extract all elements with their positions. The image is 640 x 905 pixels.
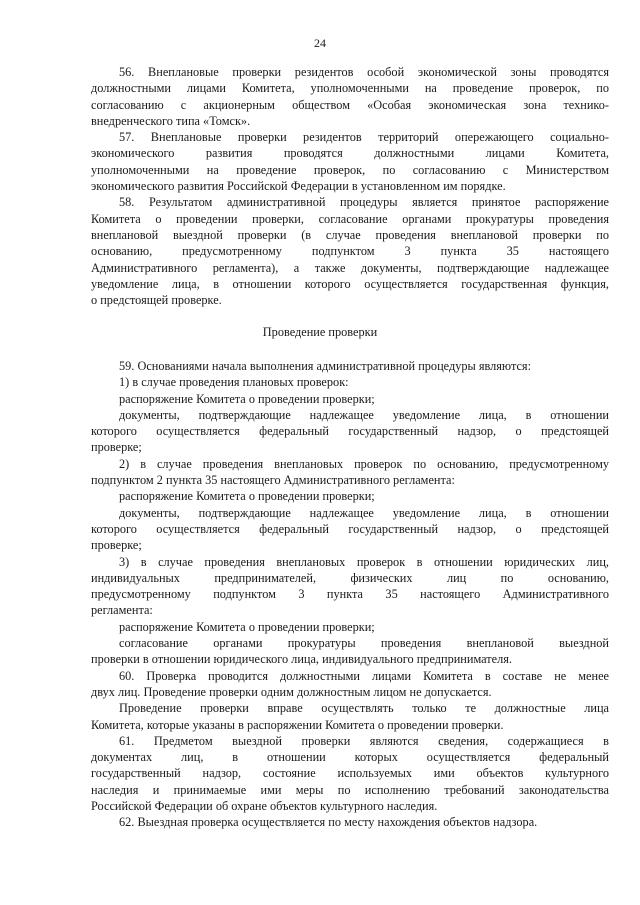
text-line: распоряжение Комитета о проведении проверки; bbox=[119, 489, 375, 504]
text-line: предусмотренному подпунктом 3 пункта 35 настоящего Административного bbox=[91, 587, 609, 602]
text-line: наследия и принимаемые ими меры по исполнению требований законодательства bbox=[91, 782, 609, 797]
text-block-top bbox=[91, 64, 609, 308]
text-line: распоряжение Комитета о проведении проверки; bbox=[119, 619, 375, 634]
text-line: 58. Результатом административной процедуры является принятое распоряжение bbox=[119, 195, 609, 210]
text-line: экономического развития проводятся должностными лицами Комитета, bbox=[91, 146, 609, 161]
text-line: экономического развития Российской Федерации в установленном им порядке. bbox=[91, 179, 506, 194]
text-line: документах лиц, в отношении которых осуществляется федеральный bbox=[91, 750, 609, 765]
text-line: двух лиц. Проведение проверки одним должностным лицом не допускается. bbox=[91, 684, 492, 699]
text-line: распоряжение Комитета о проведении проверки; bbox=[119, 391, 375, 406]
text-line: которого осуществляется федеральный государственный надзор, о предстоящей bbox=[91, 521, 609, 536]
text-line: должностными лицами Комитета, уполномоченными на проведение проверок, по bbox=[91, 81, 609, 96]
text-line: согласование органами прокуратуры проведения внеплановой выездной bbox=[119, 636, 609, 651]
text-line: основанию, предусмотренному подпунктом 3 пункта 35 настоящего bbox=[91, 244, 609, 259]
text-line: Комитета, которые указаны в распоряжении Комитета о проведении проверки. bbox=[91, 717, 504, 732]
section-heading: Проведение проверки bbox=[262, 325, 378, 339]
text-line: 60. Проверка проводится должностными лицами Комитета в составе не менее bbox=[119, 668, 609, 683]
text-line: уполномоченными на проведение проверок, по согласованию с Министерством bbox=[91, 162, 609, 177]
text-line: Проведение проверки вправе осуществлять только те должностные лица bbox=[119, 701, 609, 716]
text-line: 57. Внеплановые проверки резидентов территорий опережающего социально- bbox=[119, 130, 609, 145]
text-line: 62. Выездная проверка осуществляется по месту нахождения объектов надзора. bbox=[119, 815, 538, 830]
text-line: государственный надзор, состояние используемых ими объектов культурного bbox=[91, 766, 609, 781]
text-line: Российской Федерации об охране объектов культурного наследия. bbox=[91, 799, 438, 814]
text-line: 2) в случае проведения внеплановых проверок по основанию, предусмотренному bbox=[119, 456, 609, 471]
text-line: проверки в отношении юридического лица, индивидуального предпринимателя. bbox=[91, 652, 512, 667]
text-line: 3) в случае проведения внеплановых проверок в отношении юридических лиц, bbox=[119, 554, 609, 569]
text-line: внеплановой выездной проверки (в случае проведения внеплановой проверки по bbox=[91, 227, 609, 242]
text-line: индивидуальных предпринимателей, физических лиц по основанию, bbox=[91, 570, 609, 585]
page-number: 24 bbox=[314, 36, 326, 50]
text-line: внедренческого типа «Томск». bbox=[91, 113, 251, 128]
text-line: 61. Предметом выездной проверки являются сведения, содержащиеся в bbox=[119, 733, 609, 748]
text-block-bottom bbox=[91, 358, 609, 831]
text-line: документы, подтверждающие надлежащее уведомление лица, в отношении bbox=[119, 407, 609, 422]
text-line: 59. Основаниями начала выполнения административной процедуры являются: bbox=[119, 359, 532, 373]
text-line: Административного регламента), а также документы, подтверждающие надлежащее bbox=[91, 260, 609, 275]
text-line: регламента: bbox=[91, 603, 153, 618]
text-line: 1) в случае проведения плановых проверок: bbox=[119, 375, 349, 390]
text-line: проверке; bbox=[91, 440, 142, 455]
text-line: которого осуществляется федеральный государственный надзор, о предстоящей bbox=[91, 424, 609, 439]
text-line: о предстоящей проверке. bbox=[91, 293, 222, 308]
text-line: 56. Внеплановые проверки резидентов особой экономической зоны проводятся bbox=[119, 65, 609, 79]
text-line: уведомление лица, в отношении которого осуществляется государственная функция, bbox=[91, 276, 609, 291]
text-line: документы, подтверждающие надлежащее уведомление лица, в отношении bbox=[119, 505, 609, 520]
text-line: согласованию с акционерным обществом «Особая экономическая зона технико- bbox=[91, 97, 609, 112]
text-line: Комитета о проведении проверки, согласование органами прокуратуры проведения bbox=[91, 211, 609, 226]
text-line: проверке; bbox=[91, 538, 142, 553]
text-line: подпунктом 2 пункта 35 настоящего Административного регламента: bbox=[91, 473, 455, 488]
